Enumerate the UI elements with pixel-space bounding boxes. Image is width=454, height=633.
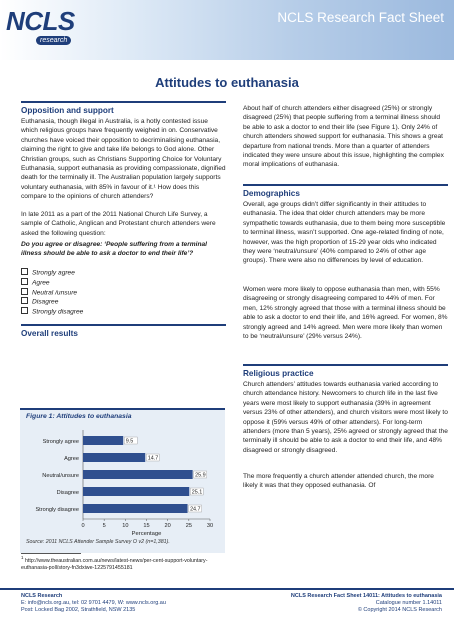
category-label: Agree [64, 456, 79, 462]
option-item [21, 307, 226, 317]
heading-opposition: Opposition and support [21, 106, 114, 115]
category-label: Neutral/unsure [42, 473, 79, 479]
religious-paragraph-2: The more frequently a church attender attended church, the more likely it was that they opposed euthanasia. Of [243, 473, 434, 490]
bar-chart [20, 420, 225, 538]
option-item [21, 278, 226, 288]
section-rule [243, 184, 448, 186]
footer-contact [21, 593, 166, 615]
option-item [21, 268, 226, 278]
demographics-paragraph-2: Women were more likely to oppose euthanasia than men, with 55% disagreeing or strongly disagreeing compared to 44% of men. For men, 12% strongly agreed that those with a terminal illness should be able to ask a doctor to end their life, and 16% agreed. For women, 8% strongly agreed and 14% agreed. Men were more likely than women to be ‘neutral/unsure’ (29% versus 24%). [243, 286, 448, 341]
data-label: 24.7 [190, 506, 201, 513]
section-rule [21, 324, 226, 326]
x-tick-label: 25 [185, 523, 192, 529]
x-tick-label: 30 [206, 523, 214, 529]
x-axis-label: Percentage [131, 531, 162, 537]
religious-paragraph-1: Church attenders’ attitudes towards euthanasia varied according to church attendance history. Newcomers to church life in the last five years were most likely to support euthanasia (39% in agreement versus 23% of other attenders), and church visitors were most likely to oppose it (59% versus 49% of other attenders). For long-term attenders (more than 5 years), 25% agreed or strongly agreed that the terminally ill should be able to ask a doctor to end their life, and 48% disagreed or strongly disagreed. [243, 381, 448, 454]
x-tick-label: 10 [122, 523, 129, 529]
footnote-link[interactable]: http://www.theaustralian.com.au/news/latest-news/per-cent-support-voluntary-euthanasia-poll/story-fn3dxiwe-1225791455181 [21, 557, 208, 571]
data-label: 25.9 [195, 472, 206, 479]
option-item [21, 297, 226, 307]
footer-org: NCLS Research [21, 593, 63, 599]
checkbox-icon [21, 307, 28, 314]
checkbox-icon [21, 288, 28, 295]
heading-religious-practice: Religious practice [243, 369, 314, 378]
option-label: Agree [32, 279, 50, 287]
bar [83, 470, 193, 479]
option-label: Strongly disagree [32, 308, 84, 316]
checkbox-icon [21, 268, 28, 275]
footer-meta [291, 593, 442, 615]
logo-subtext: research [36, 36, 71, 45]
answer-options [21, 268, 226, 317]
figure-title: Figure 1: Attitudes to euthanasia [26, 413, 132, 420]
data-label: 25.1 [191, 489, 203, 496]
figure-panel [20, 408, 225, 553]
section-rule [243, 364, 448, 366]
footnote [21, 554, 226, 572]
section-rule [21, 101, 226, 103]
x-tick-label: 15 [143, 523, 150, 529]
option-item [21, 288, 226, 298]
bar [83, 487, 189, 496]
footer-catalogue: Catalogue number 1.14011 [375, 600, 442, 607]
page-title: Attitudes to euthanasia [155, 75, 299, 90]
footer-rule [0, 588, 454, 590]
bar [83, 504, 188, 513]
option-label: Neutral /unsure [32, 289, 78, 297]
footer-copyright: © Copyright 2014 NCLS Research [357, 607, 442, 614]
figure-source: Source: 2011 NCLS Attender Sample Survey O v2 (n=1,381). [26, 539, 170, 545]
category-label: Strongly disagree [35, 507, 79, 513]
option-label: Disagree [32, 298, 59, 306]
x-tick-label: 0 [81, 523, 85, 529]
logo-text: NCLS [6, 6, 75, 36]
bar [83, 436, 123, 445]
survey-paragraph: In late 2011 as a part of the 2011 National Church Life Survey, a sample of Catholic, Anglican and Protestant church attenders were asked the following question: [21, 211, 216, 237]
footer-address: Post: Locked Bag 2002, Strathfield, NSW 2135 [21, 607, 136, 614]
category-label: Strongly agree [42, 439, 79, 445]
ncls-logo [6, 6, 84, 50]
footnote-marker: 1 [21, 555, 24, 560]
x-tick-label: 5 [102, 523, 106, 529]
demographics-paragraph-1: Overall, age groups didn’t differ significantly in their attitudes to euthanasia. The idea that older church attenders may be more sympathetic towards euthanasia, due to them being more susceptible to terminal illness, wasn’t supported. One age-related finding of note, however, was the high proportion of 15-29 year olds who indicated they were ‘neutral/unsure’ (40% compared to 24% of other age groups). There were also no differences by level of education. [243, 201, 446, 265]
option-label: Strongly agree [32, 269, 75, 277]
survey-question: Do you agree or disagree: ‘People suffering from a terminal illness should be able to ask a doctor to end their life’? [21, 241, 208, 258]
footer-sheet-title: NCLS Research Fact Sheet 14011: Attitudes to euthanasia [290, 593, 442, 599]
checkbox-icon [21, 297, 28, 304]
series-title: NCLS Research Fact Sheet [277, 10, 444, 25]
data-label: 9.5 [125, 438, 134, 445]
results-paragraph: About half of church attenders either disagreed (25%) or strongly disagreed (25%) that people suffering from a terminal illness should be able to ask a doctor to end their life (see Figure 1). Only 24% of church attenders showed support for euthanasia. This shows a great departure from national trends. More than a quarter of attenders indicated they were unsure about this issue, highlighting the complex moral implications of euthanasia. [243, 105, 444, 169]
checkbox-icon [21, 278, 28, 285]
heading-demographics: Demographics [243, 189, 300, 198]
bar [83, 453, 145, 462]
category-label: Disagree [56, 490, 79, 496]
intro-paragraph: Euthanasia, though illegal in Australia, is a hotly contested issue which religious groups have frequently weighed in on. Conservative churches have voiced their opposition to decriminalising euthanasia, claiming the right to give and take life belongs to God alone. Other Christian groups, such as Christians Supporting Choice for Voluntary Euthanasia, support euthanasia as providing compassionate, dignified death for the terminally ill. The Australian population largely supports voluntary euthanasia, with 85% in favour of it.¹ How does this compare to the opinions of church attenders? [21, 118, 226, 201]
data-label: 14.7 [147, 455, 159, 462]
x-tick-label: 20 [164, 523, 171, 529]
heading-overall-results: Overall results [21, 329, 78, 338]
footer-contact-line[interactable]: E: info@ncls.org.au, tel: 02 9701 4479, W: www.ncls.org.au [21, 600, 166, 607]
